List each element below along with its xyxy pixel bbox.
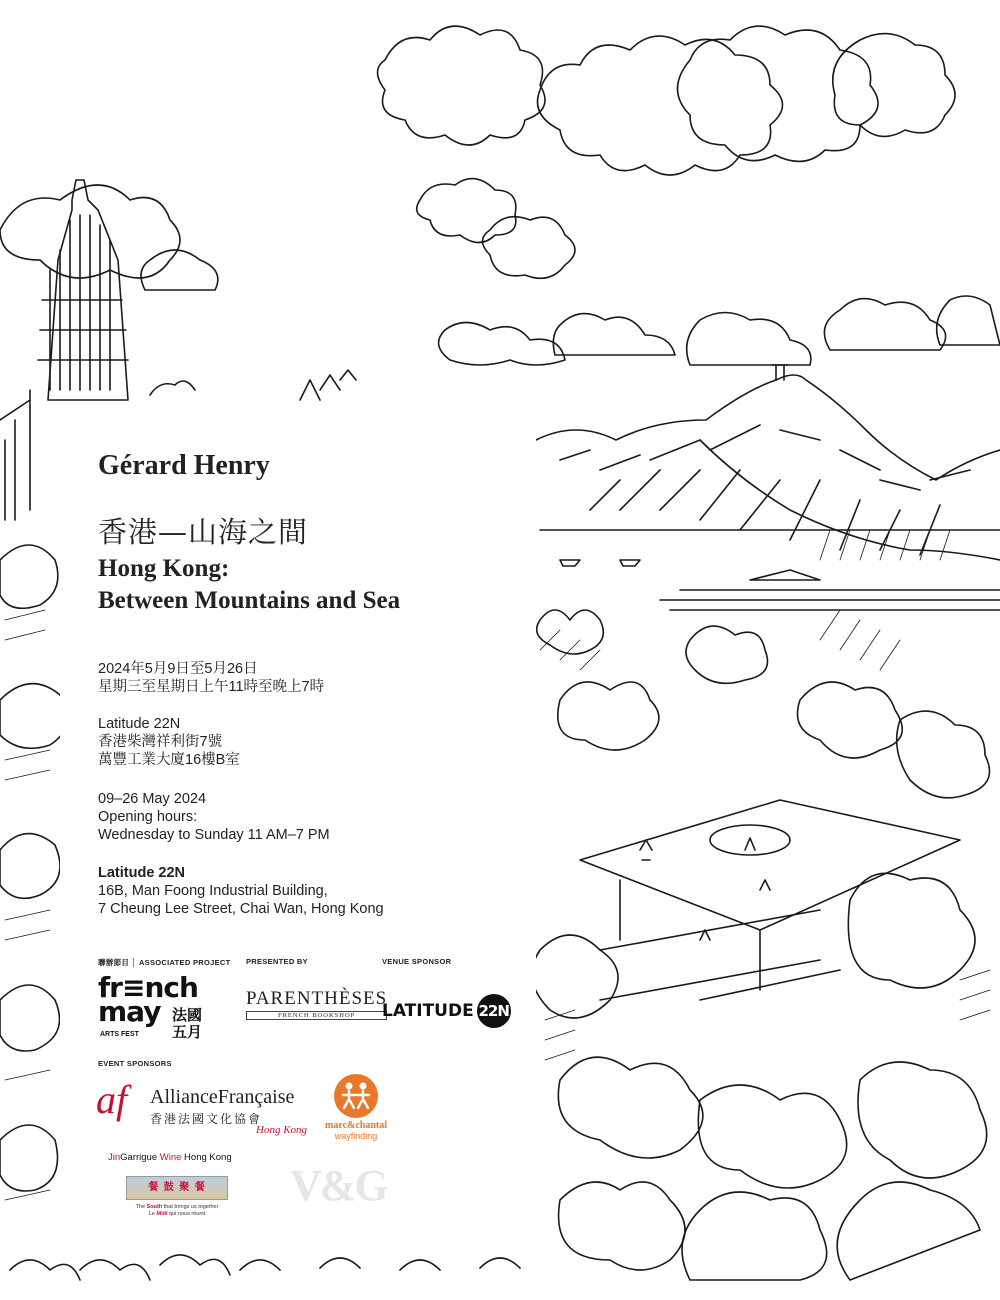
- cloud-sketch: [0, 26, 1000, 365]
- dates-chinese-line-1: 2024年5月9日至5月26日: [98, 661, 258, 677]
- event-sponsors-heading: EVENT SPONSORS: [98, 1059, 172, 1068]
- french-may-logo: [98, 971, 208, 1045]
- vg-logo: V&G: [290, 1161, 387, 1210]
- af-chinese: 香港法國文化協會: [150, 1112, 263, 1126]
- jingarrigue-logo: [108, 1152, 232, 1163]
- venue-chinese-line-1: Latitude 22N: [98, 716, 181, 732]
- jin-part-1: Jin: [108, 1152, 121, 1163]
- jin-part-2: Garrigue: [120, 1152, 160, 1163]
- title-english-line-2: Between Mountains and Sea: [98, 587, 401, 614]
- marc-chantal-logo: [316, 1074, 396, 1141]
- jin-part-3: Wine: [159, 1152, 182, 1163]
- south-line1b: South: [146, 1204, 163, 1210]
- latitude-word: LATITUDE: [382, 1001, 474, 1021]
- artist-name: Gérard Henry: [98, 450, 270, 481]
- af-hong-kong: Hong Kong: [256, 1124, 308, 1136]
- venue-english-name: Latitude 22N: [98, 865, 186, 881]
- parentheses-sub: FRENCH BOOKSHOP: [246, 1011, 387, 1020]
- af-word: AllianceFrançaise: [150, 1086, 295, 1108]
- south-line2a: Le: [148, 1211, 157, 1217]
- af-mark: af: [96, 1077, 128, 1122]
- parentheses-word: PARENTHÈSES: [246, 988, 388, 1009]
- the-south-banner: 餐 鼓 聚 餐: [126, 1176, 228, 1200]
- title-chinese: 香港—山海之間: [98, 515, 309, 549]
- dates-chinese-line-2: 星期三至星期日上午11時至晚上7時: [98, 679, 325, 695]
- marc-chantal-sub: wayfinding: [334, 1131, 378, 1141]
- venue-english-line-2: 7 Cheung Lee Street, Chai Wan, Hong Kong: [98, 901, 384, 917]
- dates-english-line-3: Wednesday to Sunday 11 AM–7 PM: [98, 827, 330, 843]
- parentheses-logo: [246, 988, 387, 1020]
- venue-english: [98, 864, 384, 918]
- title-english-line-1: Hong Kong:: [98, 555, 230, 582]
- venue-chinese-line-3: 萬豐工業大廈16樓B室: [98, 752, 240, 768]
- venue-chinese: [98, 715, 240, 769]
- dates-english: [98, 790, 330, 844]
- marc-chantal-name: marc&chantal: [324, 1120, 388, 1131]
- french-may-word-2: may: [98, 995, 161, 1028]
- presented-by-heading: PRESENTED BY: [246, 957, 308, 966]
- french-may-chinese-1: 法國: [172, 1006, 203, 1024]
- south-line1a: The: [135, 1204, 147, 1210]
- south-line1c: that brings us together: [162, 1204, 219, 1210]
- marc-chantal-icon: [334, 1074, 378, 1118]
- jin-part-4: Hong Kong: [181, 1152, 232, 1163]
- mountain-sketch: [536, 365, 1000, 610]
- the-south-tagline: [122, 1204, 232, 1218]
- venue-chinese-line-2: 香港柴灣祥利街7號: [98, 734, 223, 750]
- venue-english-line-1: 16B, Man Foong Industrial Building,: [98, 883, 328, 899]
- dates-english-line-1: 09–26 May 2024: [98, 791, 207, 807]
- the-south-logo: [122, 1176, 232, 1218]
- french-may-word-1: fr≡nch: [98, 971, 198, 1004]
- latitude-22n-badge: 22N: [477, 994, 511, 1028]
- latitude-22n-logo: [382, 994, 511, 1028]
- venue-sponsor-heading: VENUE SPONSOR: [382, 957, 452, 966]
- south-line2b: Midi: [156, 1211, 168, 1217]
- title-english: [98, 553, 400, 617]
- people-icon: [334, 1074, 378, 1118]
- playground-sketch: [580, 800, 960, 1000]
- dates-chinese: [98, 660, 324, 696]
- info-panel: [60, 410, 536, 1250]
- dates-english-line-2: Opening hours:: [98, 809, 198, 825]
- french-may-chinese-2: 五月: [172, 1023, 203, 1041]
- french-may-chinese: [172, 1007, 202, 1041]
- french-may-arts-fest: ARTS FEST: [100, 1031, 139, 1038]
- south-line2c: qui nous réunit: [167, 1211, 206, 1217]
- associated-project-heading: 聯辦節目 │ ASSOCIATED PROJECT: [98, 958, 231, 967]
